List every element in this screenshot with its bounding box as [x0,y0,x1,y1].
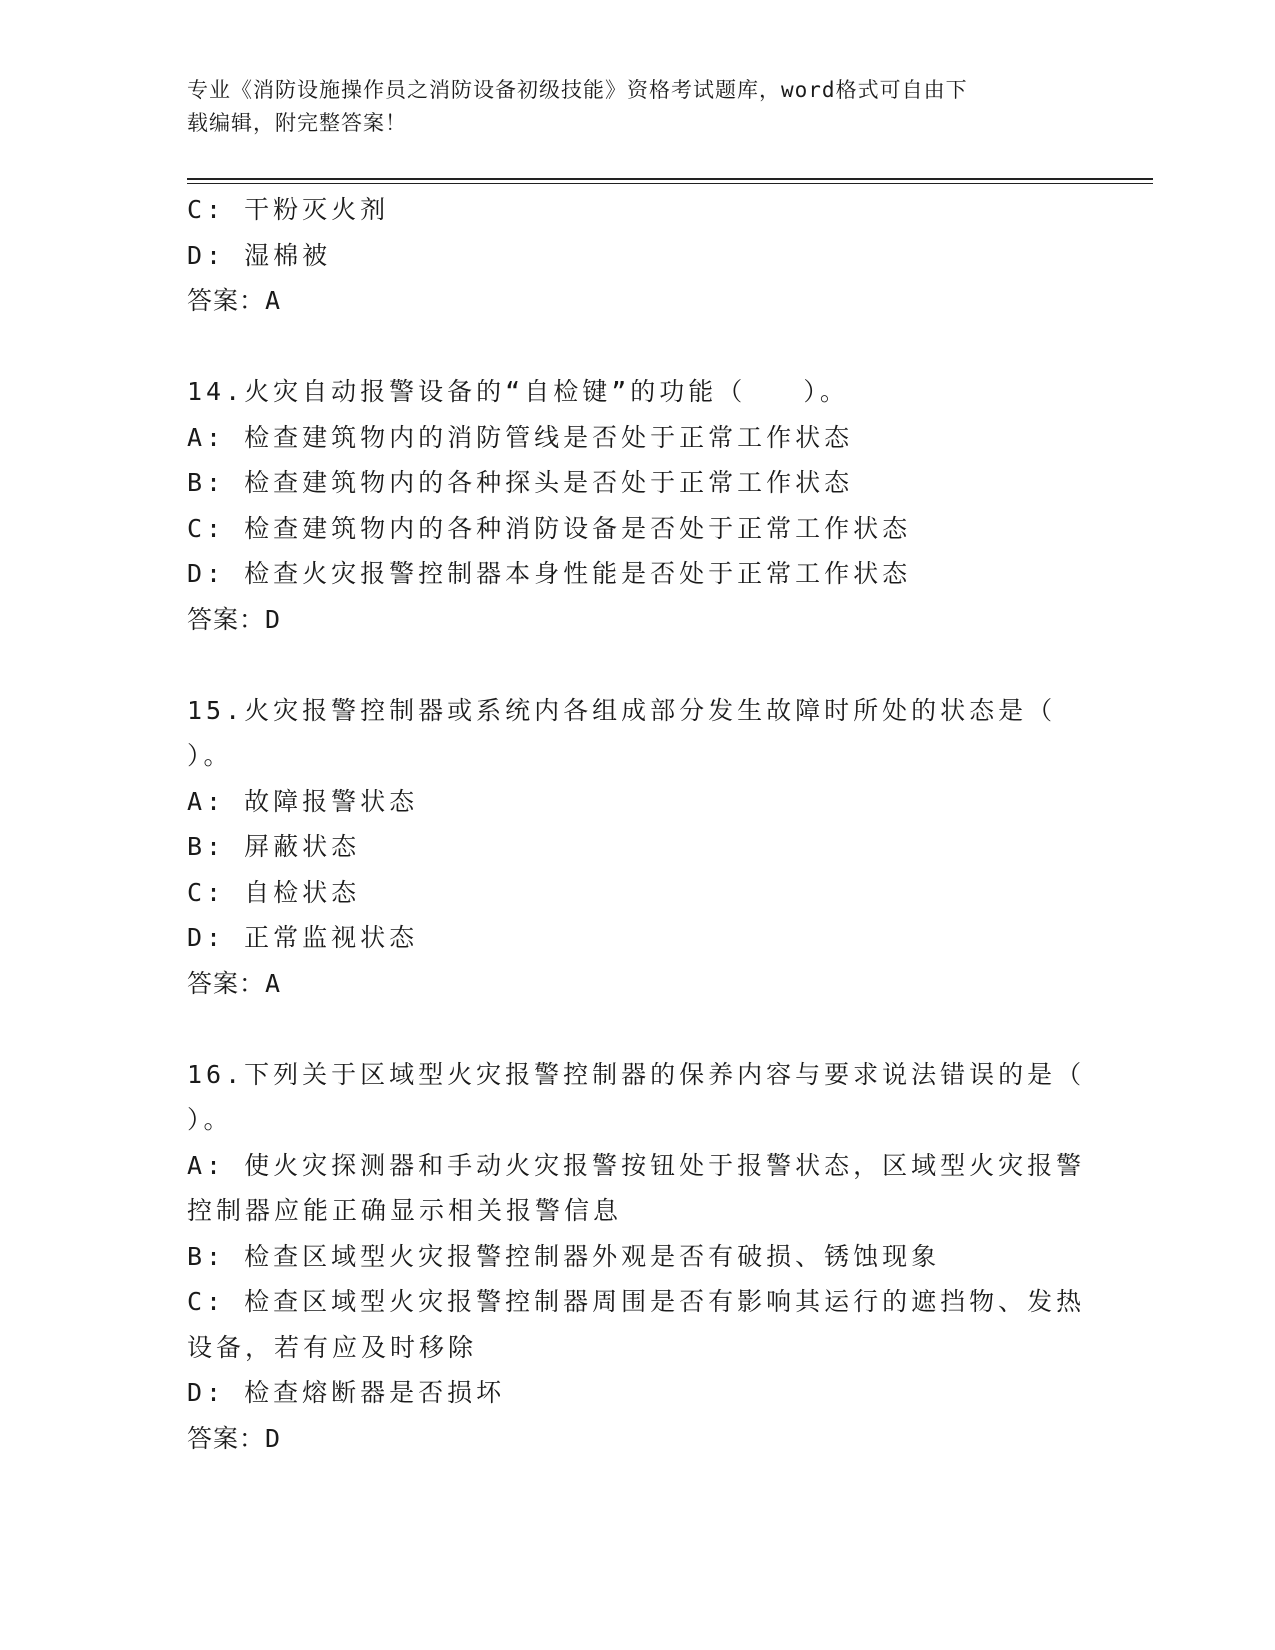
question-content [187,187,1087,1461]
option-c: C: 干粉灭火剂 [187,195,390,224]
option-a-line-1: A: 使火灾探测器和手动火灾报警按钮处于报警状态，区域型火灾报警 [187,1150,1086,1180]
answer-line [187,1416,1087,1462]
option-c: C: 自检状态 [187,877,361,907]
question-14 [187,369,1087,642]
option-c: C: 检查建筑物内的各种消防设备是否处于正常工作状态 [187,513,912,543]
question-16 [187,1052,1087,1462]
option-c-line-1: C: 检查区域型火灾报警控制器周围是否有影响其运行的遮挡物、发热 [187,1287,1086,1316]
header-line-1: 专业《消防设施操作员之消防设备初级技能》资格考试题库，word格式可自由下 [187,78,968,102]
document-header [187,74,1087,140]
option-b: B: 检查建筑物内的各种探头是否处于正常工作状态 [187,468,854,497]
option-a: A: 故障报警状态 [187,786,419,816]
question-stem-line-2: ）。 [187,741,233,770]
answer-label: 答案： [187,604,266,634]
answer-value: D [265,1423,282,1453]
option-a-line-2: 控制器应能正确显示相关报警信息 [187,1196,623,1225]
answer-value: D [265,604,282,634]
answer-label: 答案： [187,968,266,998]
answer-line [187,278,1087,324]
question-stem-line-1: 16.下列关于区域型火灾报警控制器的保养内容与要求说法错误的是（ [187,1059,1086,1089]
option-b: B: 屏蔽状态 [187,832,361,861]
question-stem-line-1: 15.火灾报警控制器或系统内各组成部分发生故障时所处的状态是（ [187,695,1057,725]
answer-label: 答案： [187,286,266,315]
question-stem-line-2: ）。 [187,1105,233,1134]
option-c-line-2: 设备，若有应及时移除 [187,1332,478,1362]
answer-value: A [265,968,282,998]
answer-label: 答案： [187,1423,266,1453]
option-d: D: 正常监视状态 [187,923,419,952]
option-d: D: 检查火灾报警控制器本身性能是否处于正常工作状态 [187,559,912,588]
question-stem: 14.火灾自动报警设备的“自检键”的功能（ ）。 [187,377,849,406]
prev-question [187,187,1087,324]
question-15 [187,688,1087,1007]
option-d: D: 湿棉被 [187,240,332,270]
option-b: B: 检查区域型火灾报警控制器外观是否有破损、锈蚀现象 [187,1241,941,1271]
answer-value: A [265,286,282,315]
option-a: A: 检查建筑物内的消防管线是否处于正常工作状态 [187,422,854,452]
header-rule-thick [187,178,1153,180]
header-rule-thin [187,183,1153,184]
answer-line [187,961,1087,1007]
header-line-2: 载编辑，附完整答案！ [187,111,407,135]
option-d: D: 检查熔断器是否损坏 [187,1378,506,1407]
answer-line [187,597,1087,643]
